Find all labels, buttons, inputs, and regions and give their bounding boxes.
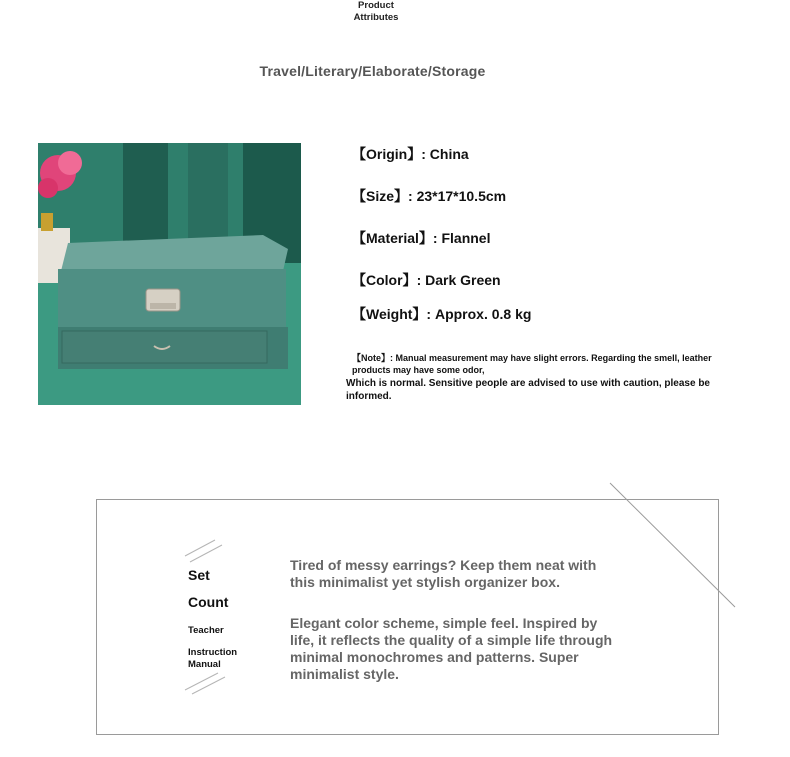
attr-weight <box>352 306 532 323</box>
attr-color-value: : Dark Green <box>416 272 501 288</box>
card-paragraph-2: Elegant color scheme, simple feel. Inspired by life, it reflects the quality of a simple life through minimal monochromes and patterns. Super minimalist style. <box>290 615 613 682</box>
card-label-teacher: Teacher <box>188 625 224 636</box>
page-title: Product Attributes <box>353 0 399 23</box>
jewelry-box-illustration <box>38 143 301 405</box>
attr-color-key: 【Color】 <box>352 272 417 288</box>
attr-origin <box>352 146 469 163</box>
note-line-1: 【Note】: Manual measurement may have slight errors. Regarding the smell, leather products may have some odor, <box>352 353 712 375</box>
card-paragraph-1: Tired of messy earrings? Keep them neat with this minimalist yet stylish organizer box. <box>290 557 597 590</box>
attr-color <box>352 272 501 289</box>
attr-size-value: : 23*17*10.5cm <box>408 188 507 204</box>
card-label-set: Set <box>188 567 210 583</box>
card-label-manual: Instruction Manual <box>188 647 238 670</box>
attr-material-value: : Flannel <box>432 230 491 246</box>
card-label-count: Count <box>188 594 229 610</box>
attr-weight-value: : Approx. 0.8 kg <box>426 306 532 322</box>
attr-size <box>352 188 506 205</box>
product-subtitle: Travel/Literary/Elaborate/Storage <box>259 63 486 79</box>
product-photo <box>38 143 301 405</box>
note-line-2: Which is normal. Sensitive people are advised to use with caution, please be informed. <box>346 378 710 402</box>
attr-size-key: 【Size】 <box>352 188 409 204</box>
attr-material <box>352 230 490 247</box>
attr-material-key: 【Material】 <box>352 230 433 246</box>
attr-weight-key: 【Weight】 <box>352 306 427 322</box>
attr-origin-key: 【Origin】 <box>352 146 422 162</box>
attr-origin-value: : China <box>421 146 469 162</box>
